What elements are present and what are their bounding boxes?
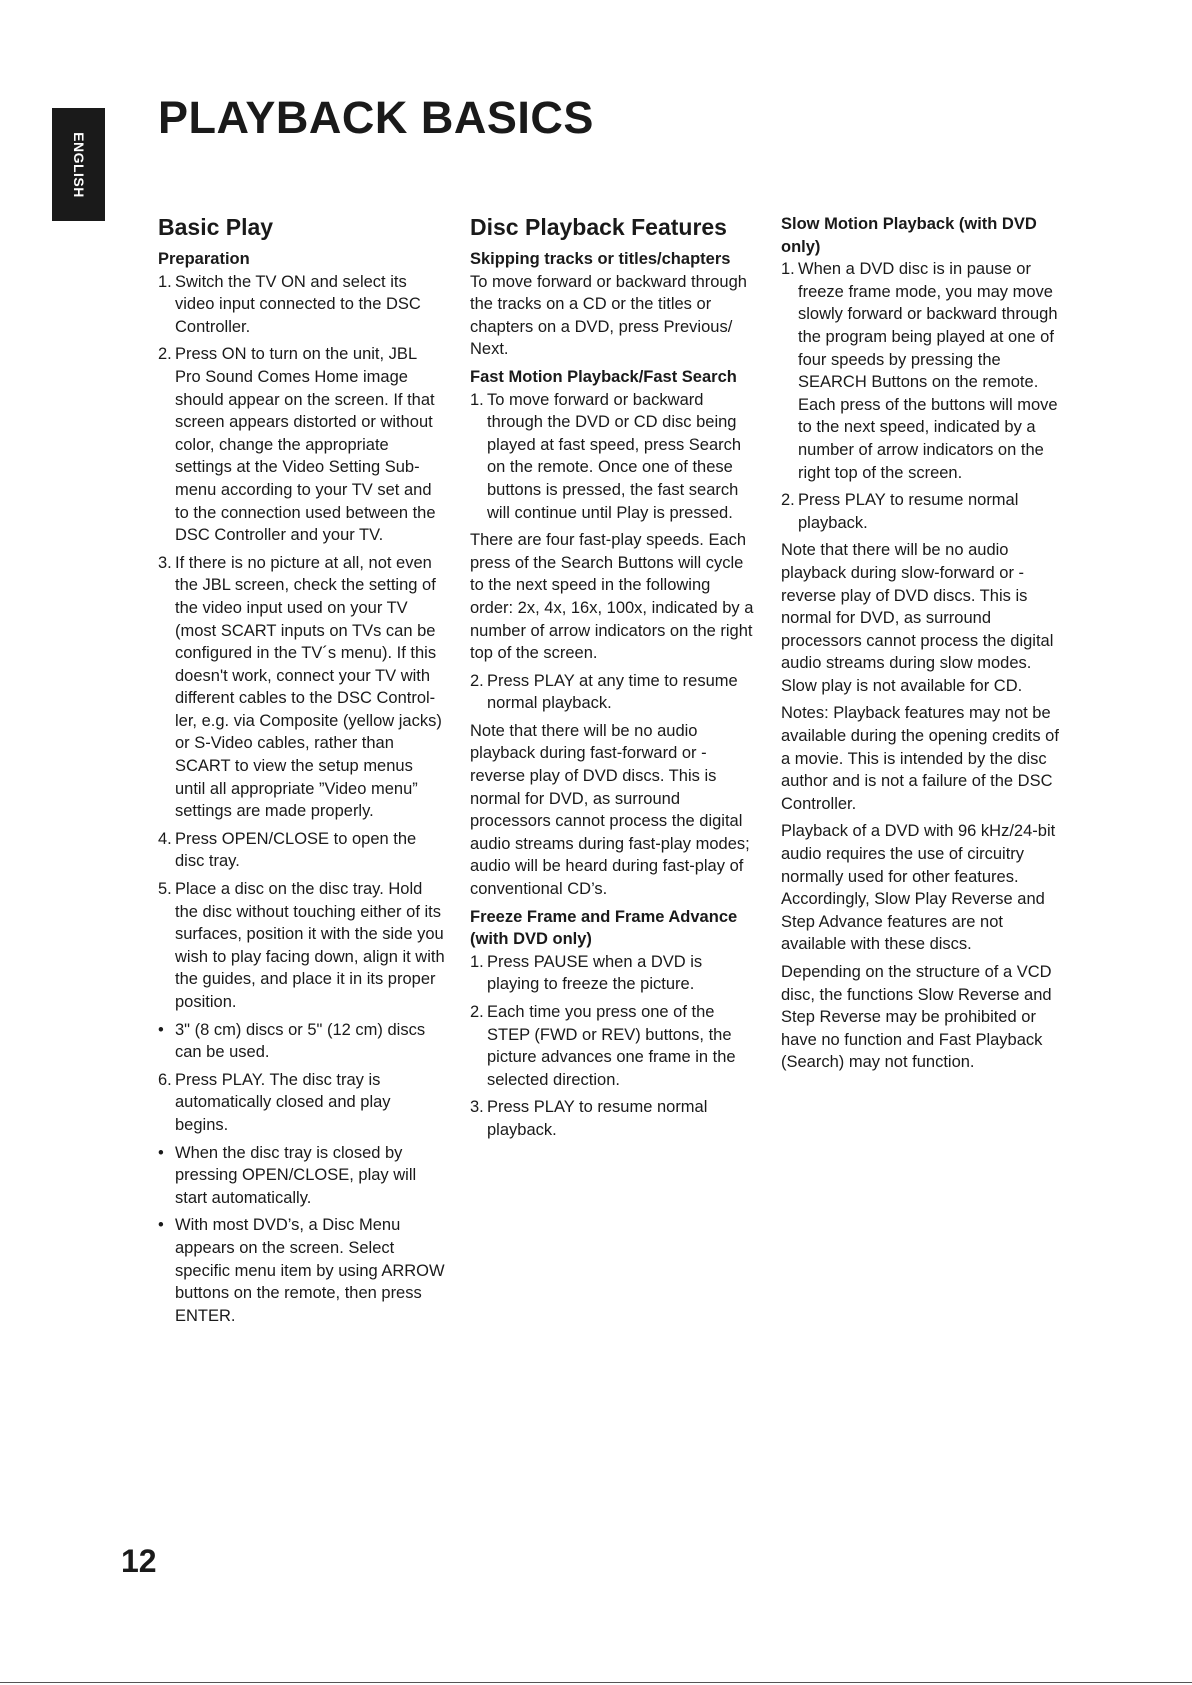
numbered-step (781, 258, 1071, 484)
subsection-heading: Skipping tracks or titles/chapters (470, 250, 731, 268)
step-number: 1. (470, 390, 484, 409)
step-number: 2. (470, 1003, 484, 1021)
paragraph: Note that there will be no audio playback during slow-forward or - reverse play of DVD discs. This is normal for DVD, as surround processors cannot process the digital audio streams during slow modes. Slow play is not available for CD. (781, 541, 1054, 695)
numbered-step (470, 670, 758, 715)
page-number: 12 (121, 1543, 157, 1579)
bullet-marker: • (158, 1216, 164, 1235)
bullet-marker: • (158, 1020, 164, 1039)
numbered-step (158, 271, 446, 339)
numbered-step (158, 552, 446, 823)
numbered-step (781, 489, 1071, 534)
item-text: Place a disc on the disc tray. Hold the disc without touching either of its surfaces, position it with the side you wish to play facing down, align it with the guides, and place it in its proper position. (175, 880, 445, 1011)
section-heading: Disc Playback Features (470, 214, 727, 240)
item-text: If there is no picture at all, not even the JBL screen, check the setting of the video input used on your TV (most SCART inputs on TVs can be configured in the TV´s menu). If this doesn't work, connect your TV with different cables to the DSC Control-ler, e.g. via Composite (yellow jacks) or S-Video cables, rather than SCART to view the setup menus until all appropriate ”Video menu” settings are made properly. (175, 553, 442, 821)
item-text: Press PLAY. The disc tray is automatically closed and play begins. (175, 1070, 391, 1134)
step-number: 1. (470, 952, 484, 971)
item-text: Press PLAY to resume normal playback. (798, 491, 1019, 532)
step-number: 1. (781, 260, 795, 279)
item-text: Press PAUSE when a DVD is playing to freeze the picture. (487, 952, 703, 994)
item-text: When a DVD disc is in pause or freeze frame mode, you may move slowly forward or backward through the program being played at one of four speeds by pressing the SEARCH Buttons on the remote. Each press of the buttons will move to the next speed, indicated by a number of arrow indicators on the right top of the screen. (798, 260, 1058, 482)
column-slow-motion-notes (781, 213, 1071, 1079)
step-number: 1. (158, 272, 172, 291)
item-text: Press PLAY to resume normal playback. (487, 1098, 708, 1139)
numbered-step (470, 389, 758, 525)
step-number: 3. (470, 1098, 484, 1117)
item-text: Press OPEN/CLOSE to open the disc tray. (175, 829, 417, 871)
paragraph: To move forward or backward through the tracks on a CD or the titles or chapters on a DVD, press Previous/ Next. (470, 272, 747, 359)
language-tab-label: ENGLISH (70, 131, 87, 198)
bottom-rule (0, 1682, 1192, 1683)
page-title: PLAYBACK BASICS (158, 92, 594, 143)
item-text: Press PLAY at any time to resume normal playback. (487, 671, 738, 713)
numbered-step (470, 951, 758, 996)
bullet-item (158, 1142, 446, 1210)
paragraph: There are four fast-play speeds. Each press of the Search Buttons will cycle to the next speed in the following order: 2x, 4x, 16x, 100x, indicated by a number of arrow indicators on the right top of the screen. (470, 531, 754, 663)
column-disc-playback-features (470, 213, 758, 1147)
numbered-step (158, 878, 446, 1014)
step-number: 3. (158, 553, 172, 572)
numbered-step (470, 1001, 758, 1091)
step-number: 2. (781, 491, 795, 510)
bullet-item (158, 1214, 446, 1327)
item-text: When the disc tray is closed by pressing OPEN/CLOSE, play will start automatically. (175, 1143, 417, 1207)
section-heading: Basic Play (158, 214, 274, 240)
column-basic-play (158, 213, 446, 1332)
step-number: 4. (158, 829, 172, 848)
item-text: To move forward or backward through the DVD or CD disc being played at fast speed, press Search on the remote. Once one of these buttons is pressed, the fast search will continue until Play is pressed. (487, 390, 742, 522)
bullet-item (158, 1019, 446, 1064)
step-number: 2. (158, 345, 172, 364)
subsection-heading: Freeze Frame and Frame Advance (with DVD only) (470, 907, 738, 949)
item-text: Press ON to turn on the unit, JBL Pro Sound Comes Home image should appear on the screen. If that screen appears distorted or without color, change the appropriate settings at the Video Setting Sub-menu according to your TV set and to the connection used between the DSC Controller and your TV. (175, 345, 436, 545)
numbered-step (158, 828, 446, 873)
paragraph: Depending on the structure of a VCD disc, the functions Slow Reverse and Step Reverse may be prohibited or have no function and Fast Playback (Search) may not function. (781, 963, 1052, 1072)
subsection-heading: Slow Motion Playback (with DVD only) (781, 215, 1037, 256)
item-text: Switch the TV ON and select its video input connected to the DSC Controller. (175, 272, 421, 336)
step-number: 5. (158, 880, 172, 899)
item-text: Each time you press one of the STEP (FWD or REV) buttons, the picture advances one frame in the selected direction. (487, 1003, 736, 1089)
paragraph: Note that there will be no audio playback during fast-forward or - reverse play of DVD discs. This is normal for DVD, as surround processors cannot process the digital audio streams during fast-play modes; audio will be heard during fast-play of conventional CD’s. (470, 721, 750, 899)
numbered-step (158, 1069, 446, 1137)
paragraph: Playback of a DVD with 96 kHz/24-bit audio requires the use of circuitry normally used for other features. Accordingly, Slow Play Reverse and Step Advance features are not available with these discs. (781, 822, 1056, 954)
numbered-step (158, 343, 446, 546)
subsection-heading: Fast Motion Playback/Fast Search (470, 367, 737, 386)
step-number: 6. (158, 1070, 172, 1089)
paragraph: Notes: Playback features may not be available during the opening credits of a movie. This is intended by the disc author and is not a failure of the DSC Controller. (781, 704, 1059, 813)
item-text: With most DVD’s, a Disc Menu appears on the screen. Select specific menu item by using ARROW buttons on the remote, then press ENTER. (175, 1216, 445, 1325)
numbered-step (470, 1096, 758, 1141)
subsection-heading: Preparation (158, 250, 250, 268)
step-number: 2. (470, 671, 484, 690)
item-text: 3" (8 cm) discs or 5" (12 cm) discs can be used. (175, 1020, 426, 1062)
language-tab (52, 108, 105, 221)
bullet-marker: • (158, 1143, 164, 1162)
